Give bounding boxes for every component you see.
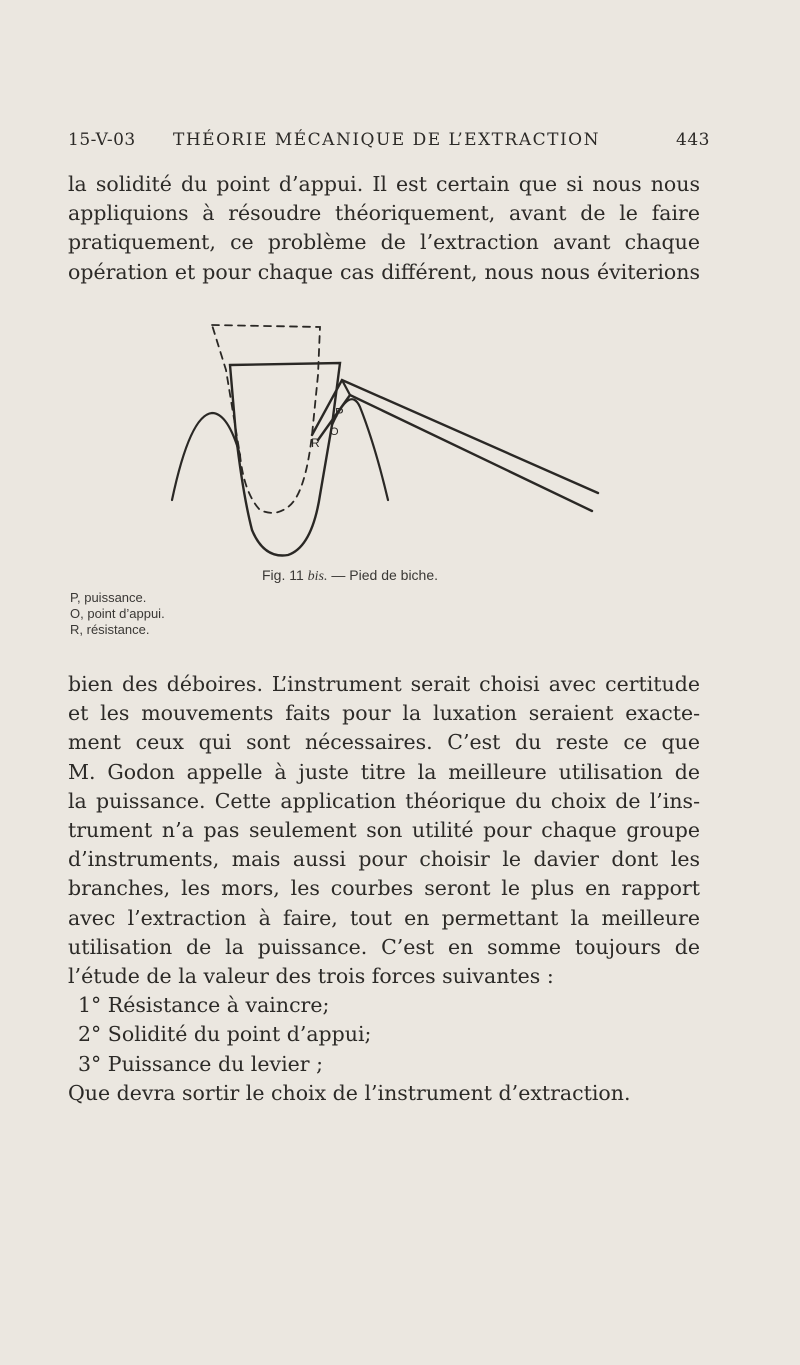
text-line: l’étude de la valeur des trois forces suivantes :	[68, 964, 554, 989]
figure-pied-de-biche	[160, 315, 620, 565]
text-line: branches, les mors, les courbes seront le plus en rapport	[68, 876, 700, 901]
text-line: bien des déboires. L’instrument serait choisi avec certitude	[68, 672, 700, 696]
text-line: appliquions à résoudre théoriquement, avant de le faire	[68, 201, 700, 226]
label-r: R	[311, 436, 320, 450]
figure-legend	[70, 590, 165, 638]
paragraph-bottom	[68, 670, 700, 1108]
text-line: la solidité du point d’appui. Il est certain que si nous nous	[68, 172, 700, 196]
text-line: utilisation de la puissance. C’est en somme toujours de	[68, 934, 700, 959]
lever-lower-edge	[318, 395, 592, 511]
text-line: d’instruments, mais aussi pour choisir le davier dont les	[68, 847, 700, 872]
text-line: ment ceux qui sont nécessaires. C’est du reste ce que	[68, 730, 700, 755]
text-line: la puissance. Cette application théorique du choix de l’ins-	[68, 788, 700, 813]
label-o: O	[330, 426, 339, 438]
caption-prefix: Fig. 11	[262, 567, 304, 583]
caption-suffix: — Pied de biche.	[331, 567, 439, 583]
caption-italic: bis.	[307, 569, 328, 584]
list-item: 3° Puissance du levier ;	[78, 1051, 323, 1076]
left-alveolar-bone	[172, 413, 240, 500]
text-line: avec l’extraction à faire, tout en permettant la meilleure	[68, 905, 700, 930]
page-number: 443	[676, 130, 710, 150]
list-item: 1° Résistance à vaincre;	[78, 993, 330, 1018]
text-line: trument n’a pas seulement son utilité pour chaque groupe	[68, 818, 700, 843]
text-line: et les mouvements faits pour la luxation seraient exacte-	[68, 701, 700, 726]
legend-item: P, puissance.	[70, 590, 147, 605]
text-line: opération et pour chaque cas différent, nous nous éviterions	[68, 259, 700, 284]
legend-item: O, point d’appui.	[70, 606, 165, 621]
legend-item: R, résistance.	[70, 622, 150, 637]
label-p: P	[335, 405, 344, 420]
header-date: 15-V-03	[68, 130, 136, 150]
text-line: pratiquement, ce problème de l’extraction avant chaque	[68, 230, 700, 255]
paragraph-top	[68, 170, 700, 287]
list-item: 2° Solidité du point d’appui;	[78, 1022, 372, 1047]
tooth-outline	[230, 363, 340, 555]
header-title: THÉORIE MÉCANIQUE DE L’EXTRACTION	[173, 130, 600, 150]
figure-caption	[262, 567, 438, 585]
closing-line: Que devra sortir le choix de l’instrument d’extraction.	[68, 1080, 631, 1105]
text-line: M. Godon appelle à juste titre la meilleure utilisation de	[68, 759, 700, 784]
tooth-initial-dashed-outline	[212, 325, 320, 513]
figure-diagram	[160, 315, 620, 565]
